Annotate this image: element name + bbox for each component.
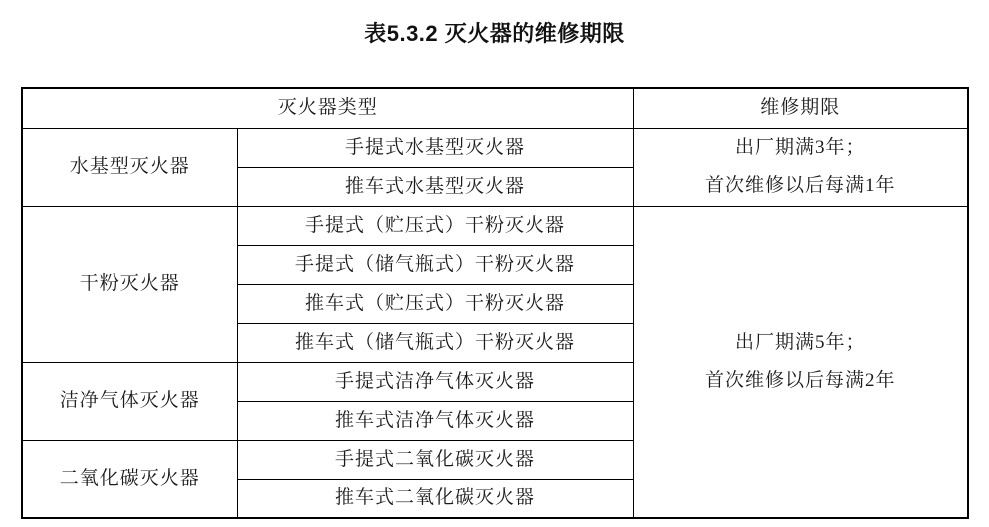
table-row — [22, 206, 968, 245]
category-cell-carbon-dioxide: 二氧化碳灭火器 — [22, 440, 237, 518]
item-cell: 手提式（储气瓶式）干粉灭火器 — [237, 245, 633, 284]
table-header-row — [22, 88, 968, 128]
table-caption: 表5.3.2 灭火器的维修期限 — [364, 21, 625, 46]
period-line: 出厂期满5年； — [735, 331, 866, 353]
item-cell: 推车式洁净气体灭火器 — [237, 401, 633, 440]
category-cell-dry-powder: 干粉灭火器 — [22, 206, 237, 362]
category-cell-clean-agent: 洁净气体灭火器 — [22, 362, 237, 440]
item-cell: 推车式（储气瓶式）干粉灭火器 — [237, 323, 633, 362]
period-cell-5-year — [633, 206, 968, 518]
category-cell-water-based: 水基型灭火器 — [22, 128, 237, 206]
period-line: 首次维修以后每满1年 — [705, 175, 896, 196]
table-row — [22, 128, 968, 167]
period-line: 出厂期满3年； — [735, 137, 866, 158]
header-extinguisher-type: 灭火器类型 — [22, 88, 633, 128]
item-cell: 推车式水基型灭火器 — [237, 167, 633, 206]
item-cell: 手提式水基型灭火器 — [237, 128, 633, 167]
period-cell-3-year — [633, 128, 968, 206]
maintenance-period-table — [21, 87, 969, 519]
header-maintenance-period: 维修期限 — [633, 88, 968, 128]
item-cell: 推车式（贮压式）干粉灭火器 — [237, 284, 633, 323]
item-cell: 推车式二氧化碳灭火器 — [237, 479, 633, 518]
period-line: 首次维修以后每满2年 — [705, 369, 896, 391]
item-cell: 手提式二氧化碳灭火器 — [237, 440, 633, 479]
item-cell: 手提式洁净气体灭火器 — [237, 362, 633, 401]
item-cell: 手提式（贮压式）干粉灭火器 — [237, 206, 633, 245]
